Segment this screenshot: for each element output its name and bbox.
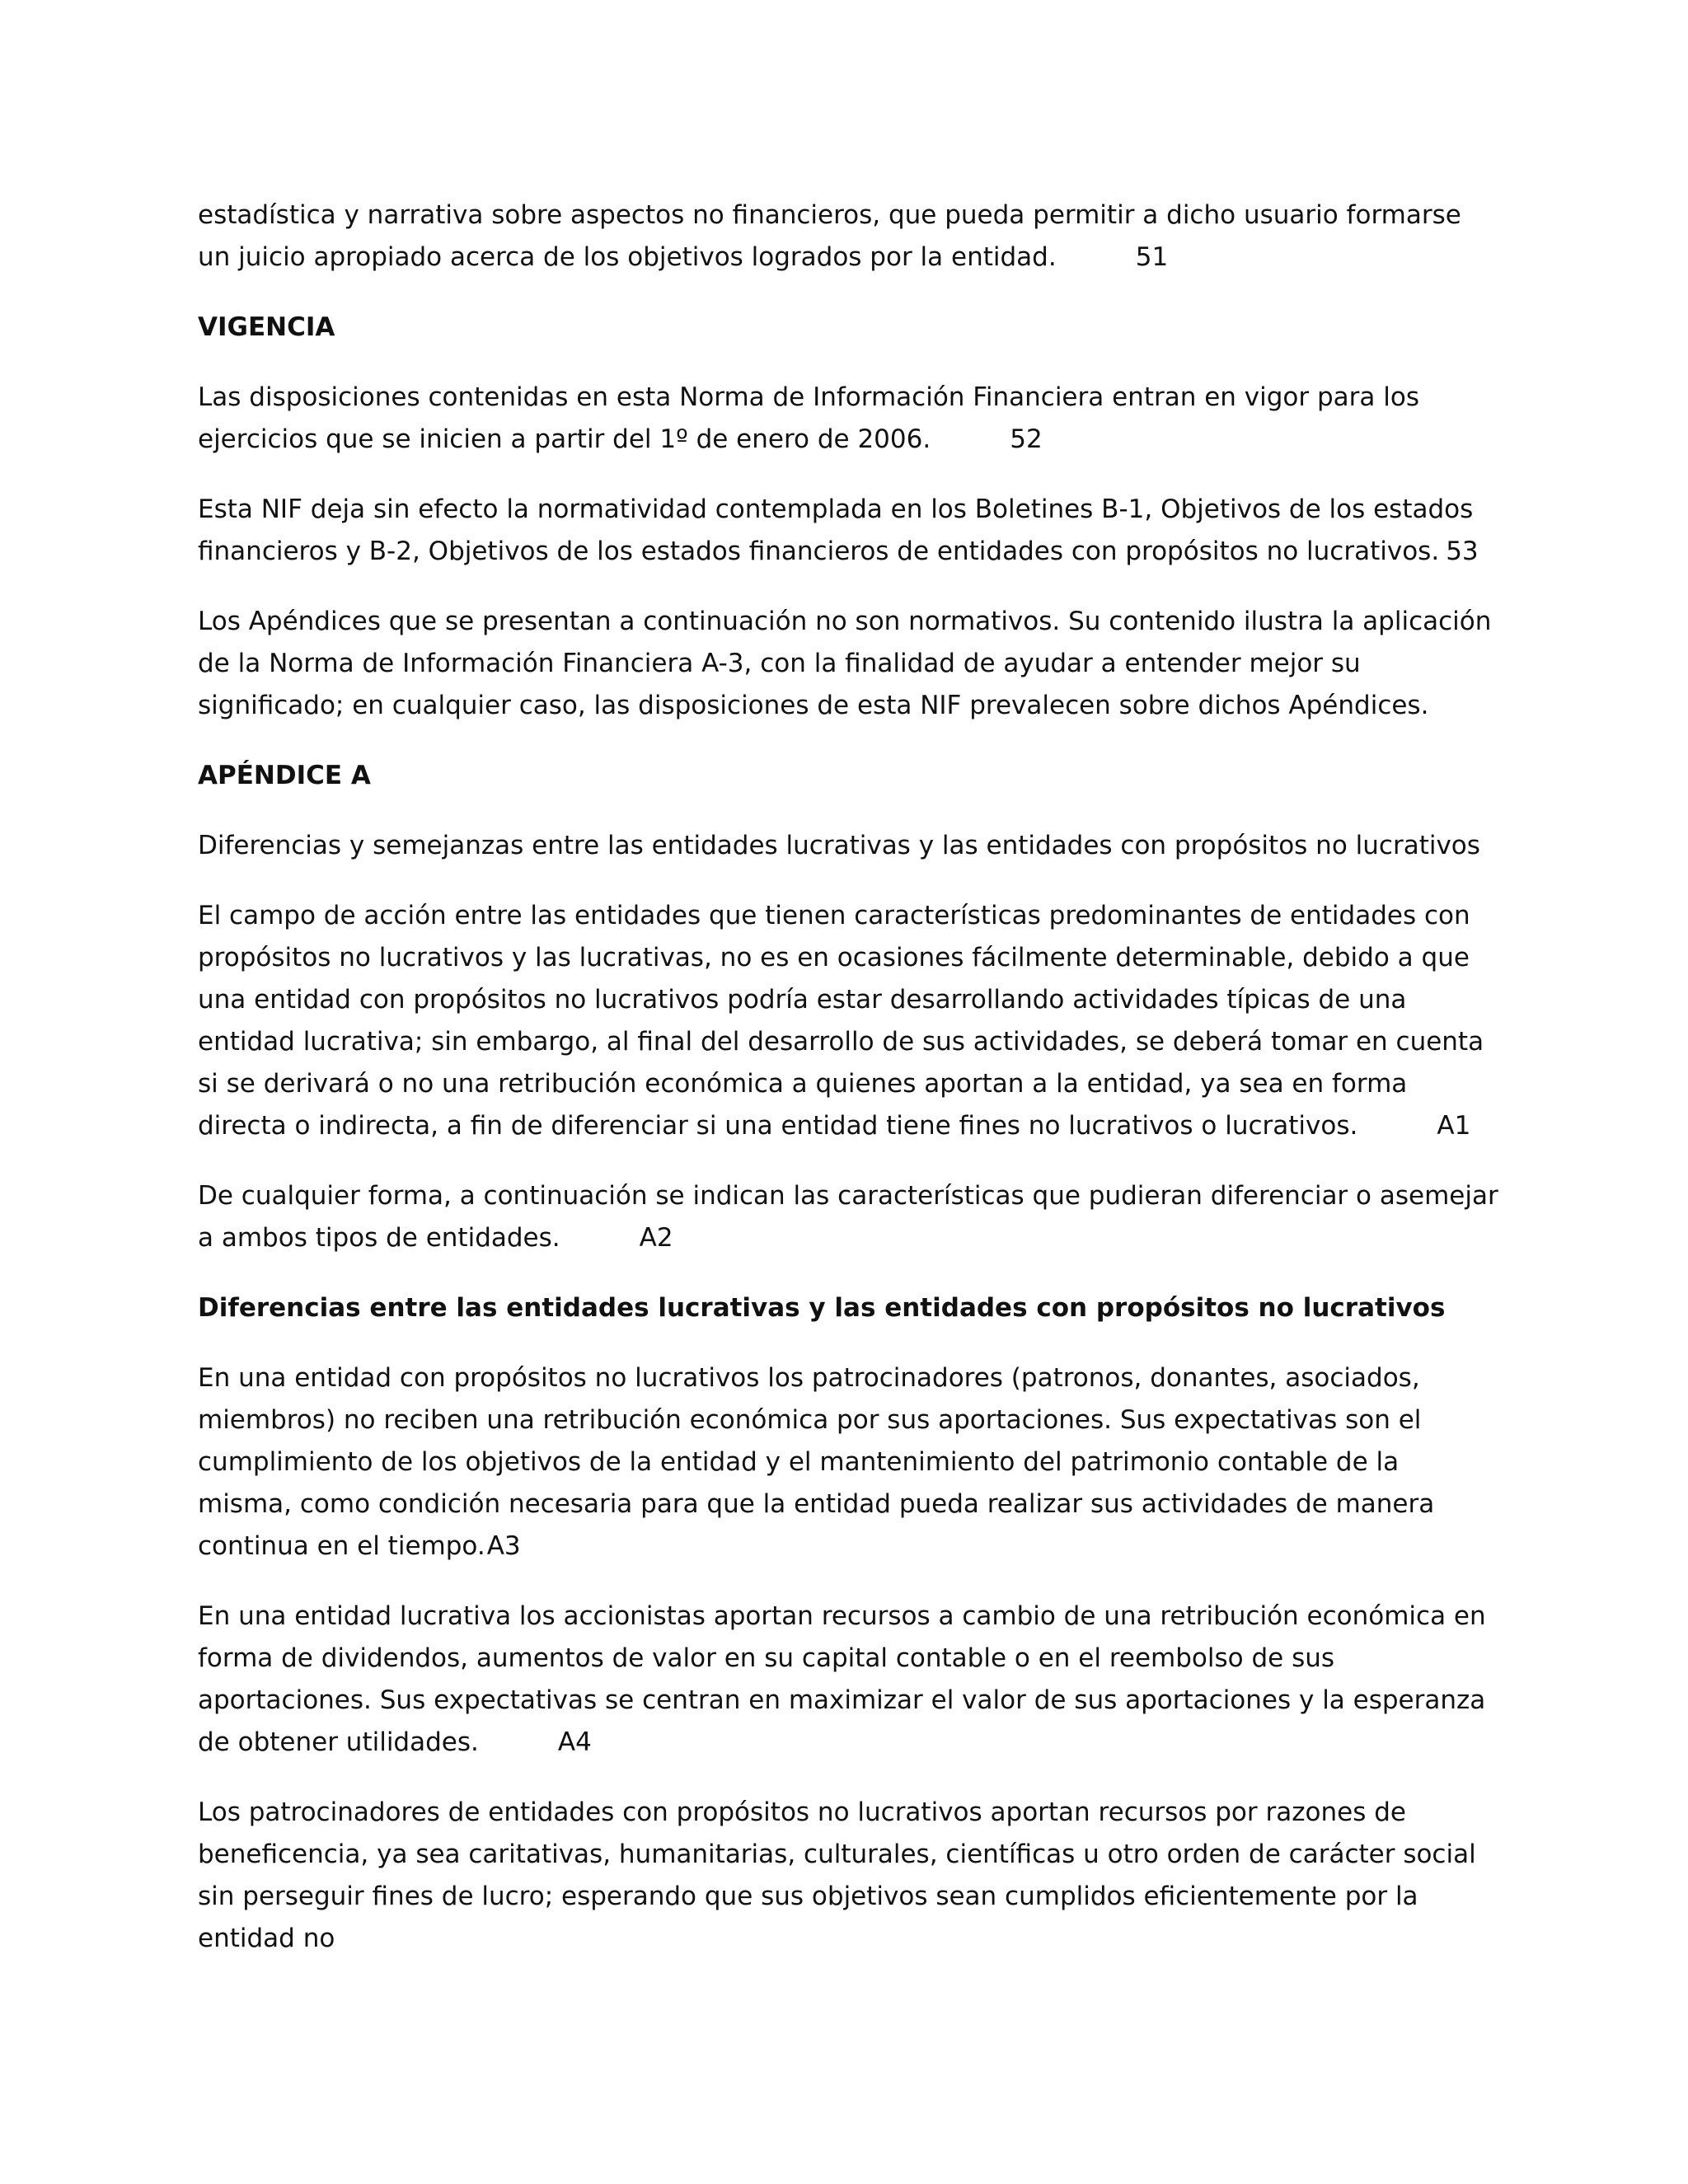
paragraph-50-continuation	[198, 194, 1500, 279]
paragraph-subtitle	[198, 825, 1500, 867]
heading-apendice-a: APÉNDICE A	[198, 761, 371, 790]
paragraph-a5-start	[198, 1792, 1500, 1960]
paragraph-apendices-note	[198, 601, 1500, 727]
paragraph-number: A2	[639, 1223, 673, 1253]
paragraph-text: Diferencias y semejanzas entre las entidades lucrativas y las entidades con propósitos no lucrativos	[198, 831, 1480, 860]
document-body	[198, 194, 1500, 1988]
paragraph-text: Los patrocinadores de entidades con propósitos no lucrativos aportan recursos por razones de beneficencia, ya sea caritativas, humanitarias, culturales, científicas u otro orden de carácter social sin perseguir fines de lucro; esperando que sus objetivos sean cumplidos eficientemente por la entidad no	[198, 1797, 1476, 1953]
paragraph-a2	[198, 1175, 1500, 1259]
heading-vigencia: VIGENCIA	[198, 312, 335, 342]
paragraph-number: A1	[1437, 1111, 1471, 1141]
paragraph-53	[198, 489, 1500, 573]
paragraph-a3	[198, 1357, 1500, 1568]
paragraph-text: De cualquier forma, a continuación se indican las características que pudieran diferenciar o asemejar a ambos tipos de entidades.	[198, 1181, 1498, 1253]
paragraph-number: 52	[1010, 424, 1043, 454]
paragraph-text: En una entidad lucrativa los accionistas aportan recursos a cambio de una retribución económica en forma de dividendos, aumentos de valor en su capital contable o en el reembolso de sus aportaciones. Sus expectativas se centran en maximizar el valor de sus aportaciones y la esperanza de obtener utilidades.	[198, 1601, 1486, 1757]
heading-diferencias: Diferencias entre las entidades lucrativas y las entidades con propósitos no lucrativos	[198, 1293, 1446, 1323]
paragraph-number: A3	[486, 1531, 521, 1561]
paragraph-text: estadística y narrativa sobre aspectos no financieros, que pueda permitir a dicho usuario formarse un juicio apropiado acerca de los objetivos logrados por la entidad.	[198, 200, 1461, 272]
paragraph-text: Esta NIF deja sin efecto la normatividad contemplada en los Boletines B-1, Objetivos de los estados financieros y B-2, Objetivos de los estados financieros de entidades con propósitos no lucrativos.	[198, 494, 1474, 566]
paragraph-text: Los Apéndices que se presentan a continuación no son normativos. Su contenido ilustra la aplicación de la Norma de Información Financiera A-3, con la finalidad de ayudar a entender mejor su significado; en cualquier caso, las disposiciones de esta NIF prevalecen sobre dichos Apéndices.	[198, 607, 1492, 720]
paragraph-a1	[198, 895, 1500, 1147]
paragraph-number: 53	[1446, 537, 1479, 566]
paragraph-52	[198, 377, 1500, 461]
paragraph-number: A4	[557, 1727, 592, 1757]
paragraph-number: 51	[1135, 242, 1169, 272]
paragraph-text: En una entidad con propósitos no lucrativos los patrocinadores (patronos, donantes, asociados, miembros) no reciben una retribución económica por sus aportaciones. Sus expectativas son el cumplimiento de los objetivos de la entidad y el mantenimiento del patrimonio contable de la misma, como condición necesaria para que la entidad pueda realizar sus actividades de manera continua en el tiempo.	[198, 1363, 1435, 1561]
paragraph-a4	[198, 1596, 1500, 1764]
paragraph-text: Las disposiciones contenidas en esta Norma de Información Financiera entran en vigor para los ejercicios que se inicien a partir del 1º de enero de 2006.	[198, 382, 1419, 454]
paragraph-text: El campo de acción entre las entidades que tienen características predominantes de entidades con propósitos no lucrativos y las lucrativas, no es en ocasiones fácilmente determinable, debido a que una entidad con propósitos no lucrativos podría estar desarrollando actividades típicas de una entidad lucrativa; sin embargo, al final del desarrollo de sus actividades, se deberá tomar en cuenta si se derivará o no una retribución económica a quienes aportan a la entidad, ya sea en forma directa o indirecta, a fin de diferenciar si una entidad tiene fines no lucrativos o lucrativos.	[198, 901, 1484, 1141]
